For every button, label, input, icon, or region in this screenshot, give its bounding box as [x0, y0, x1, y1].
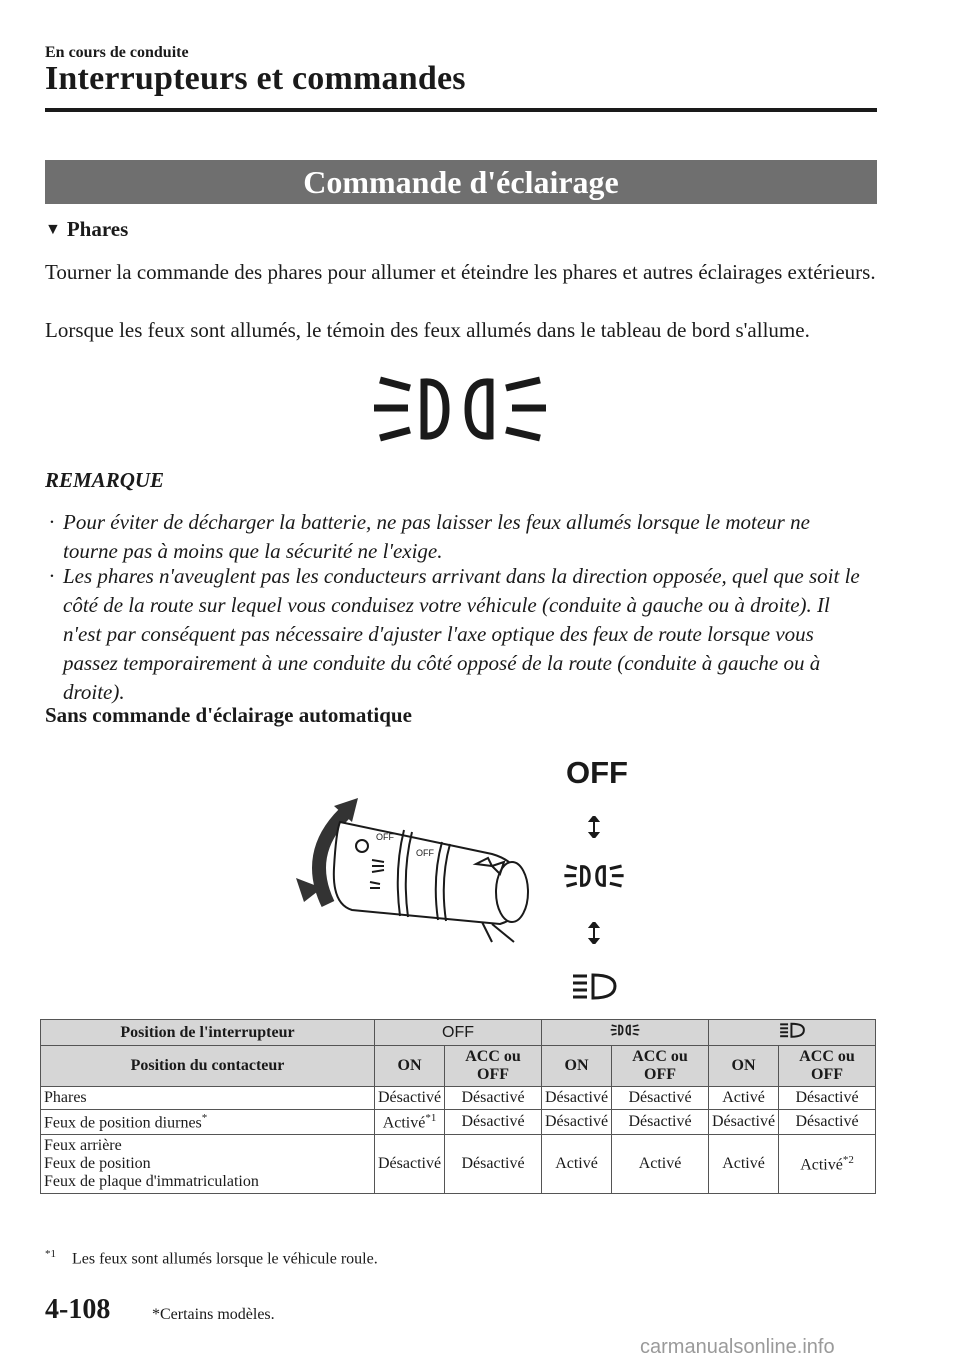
table-cell: Activé: [709, 1087, 779, 1110]
watermark: carmanualsonline.info: [640, 1336, 835, 1358]
table-row: [41, 1135, 876, 1194]
table-cell: Désactivé: [542, 1110, 612, 1135]
updown-arrow-icon: [588, 922, 600, 944]
section-banner: Commande d'éclairage: [45, 160, 877, 204]
table-row: [41, 1087, 876, 1110]
intro-paragraph: Tourner la commande des phares pour allumer et éteindre les phares et autres éclairages extérieurs.: [45, 260, 876, 284]
footnote-text: Les feux sont allumés lorsque le véhicule roule.: [72, 1250, 378, 1268]
row-label: [41, 1110, 375, 1135]
lights-table: [40, 1019, 876, 1194]
page-number: 4-108: [45, 1294, 111, 1325]
row-label-line: Feux de position: [44, 1155, 151, 1173]
subsection-title: Phares: [66, 217, 129, 241]
footnote-marker: *: [201, 1112, 208, 1124]
ignition-cell: ACC ou OFF: [612, 1046, 709, 1087]
table-row: [41, 1020, 876, 1046]
table-cell: Désactivé: [375, 1135, 445, 1194]
table-cell: [779, 1135, 876, 1194]
table-cell: Activé: [709, 1135, 779, 1194]
bullet: ·: [49, 510, 55, 534]
switch-headlight-cell: [709, 1020, 876, 1046]
table-cell: Désactivé: [445, 1087, 542, 1110]
title-rule: [45, 108, 877, 112]
ignition-cell: ACC ou OFF: [779, 1046, 876, 1087]
cell-text: Activé: [382, 1114, 426, 1132]
table-cell: Désactivé: [612, 1110, 709, 1135]
remark-text: Les phares n'aveuglent pas les conducteurs arrivant dans la direction opposée, quel que soit le côté de la route sur lequel vous conduisez votre véhicule (conduite à gauche ou à droite). Il n'est par conséquent pas nécessaire d'ajuster l'axe optique des feux de route lorsque vous passez temporairement à une conduite du côté opposé de la route (conduite à gauche ou à droite).: [63, 564, 860, 704]
subsection-heading: [45, 217, 128, 242]
remark-title: REMARQUE: [45, 468, 165, 492]
row-label: [41, 1135, 375, 1194]
ignition-cell: ON: [375, 1046, 445, 1087]
ignition-cell: ACC ou OFF: [445, 1046, 542, 1087]
row-label-text: Feux de position diurnes: [44, 1114, 202, 1132]
table-cell: [375, 1110, 445, 1135]
header-ignition-position: Position du contacteur: [41, 1046, 375, 1087]
intro-paragraph: Lorsque les feux sont allumés, le témoin des feux allumés dans le tableau de bord s'allume.: [45, 318, 810, 342]
table-cell: Désactivé: [612, 1087, 709, 1110]
switch-off-cell: OFF: [375, 1020, 542, 1046]
table-cell: Désactivé: [709, 1110, 779, 1135]
row-label-line: Feux de plaque d'immatriculation: [44, 1173, 259, 1191]
footnote-mark: *1: [45, 1248, 56, 1260]
switch-position-lights-cell: [542, 1020, 709, 1046]
table-cell: Désactivé: [375, 1087, 445, 1110]
table-cell: Désactivé: [779, 1110, 876, 1135]
header-switch-position: Position de l'interrupteur: [41, 1020, 375, 1046]
headlight-icon: [571, 972, 617, 1000]
remark-item: [49, 508, 869, 566]
svg-text:OFF: OFF: [376, 832, 394, 842]
table-cell: Désactivé: [445, 1110, 542, 1135]
triangle-marker: ▼: [45, 221, 61, 238]
table-cell: Désactivé: [542, 1087, 612, 1110]
models-note: *Certains modèles.: [152, 1306, 275, 1323]
table-cell: Activé: [612, 1135, 709, 1194]
remark-text: Pour éviter de décharger la batterie, ne pas laisser les feux allumés lorsque le moteur ne tourne pas à moins que la sécurité ne l'exige.: [63, 510, 810, 563]
page-title: Interrupteurs et commandes: [45, 60, 466, 97]
row-label: Phares: [41, 1087, 375, 1110]
table-cell: Activé: [542, 1135, 612, 1194]
footnote: [45, 1248, 378, 1268]
without-auto-heading: Sans commande d'éclairage automatique: [45, 703, 412, 727]
table-cell: Désactivé: [445, 1135, 542, 1194]
table-row: [41, 1046, 876, 1087]
row-label-line: Feux arrière: [44, 1137, 122, 1155]
position-lights-icon: [610, 1023, 640, 1037]
ignition-cell: ON: [709, 1046, 779, 1087]
footnote-marker: *2: [842, 1154, 854, 1167]
cell-text: Activé: [800, 1156, 843, 1174]
figure-off-label: OFF: [566, 755, 628, 790]
bullet: ·: [49, 564, 55, 588]
position-lights-icon: [370, 372, 550, 446]
footnote-marker: *1: [425, 1112, 437, 1124]
svg-text:OFF: OFF: [416, 848, 434, 858]
updown-arrow-icon: [588, 816, 600, 838]
headlight-icon: [779, 1022, 805, 1038]
remark-item: [49, 562, 869, 707]
ignition-cell: ON: [542, 1046, 612, 1087]
table-row: [41, 1110, 876, 1135]
section-kicker: En cours de conduite: [45, 44, 189, 61]
table-cell: Désactivé: [779, 1087, 876, 1110]
position-lights-icon: [563, 860, 625, 892]
lever-illustration-icon: [292, 792, 552, 992]
